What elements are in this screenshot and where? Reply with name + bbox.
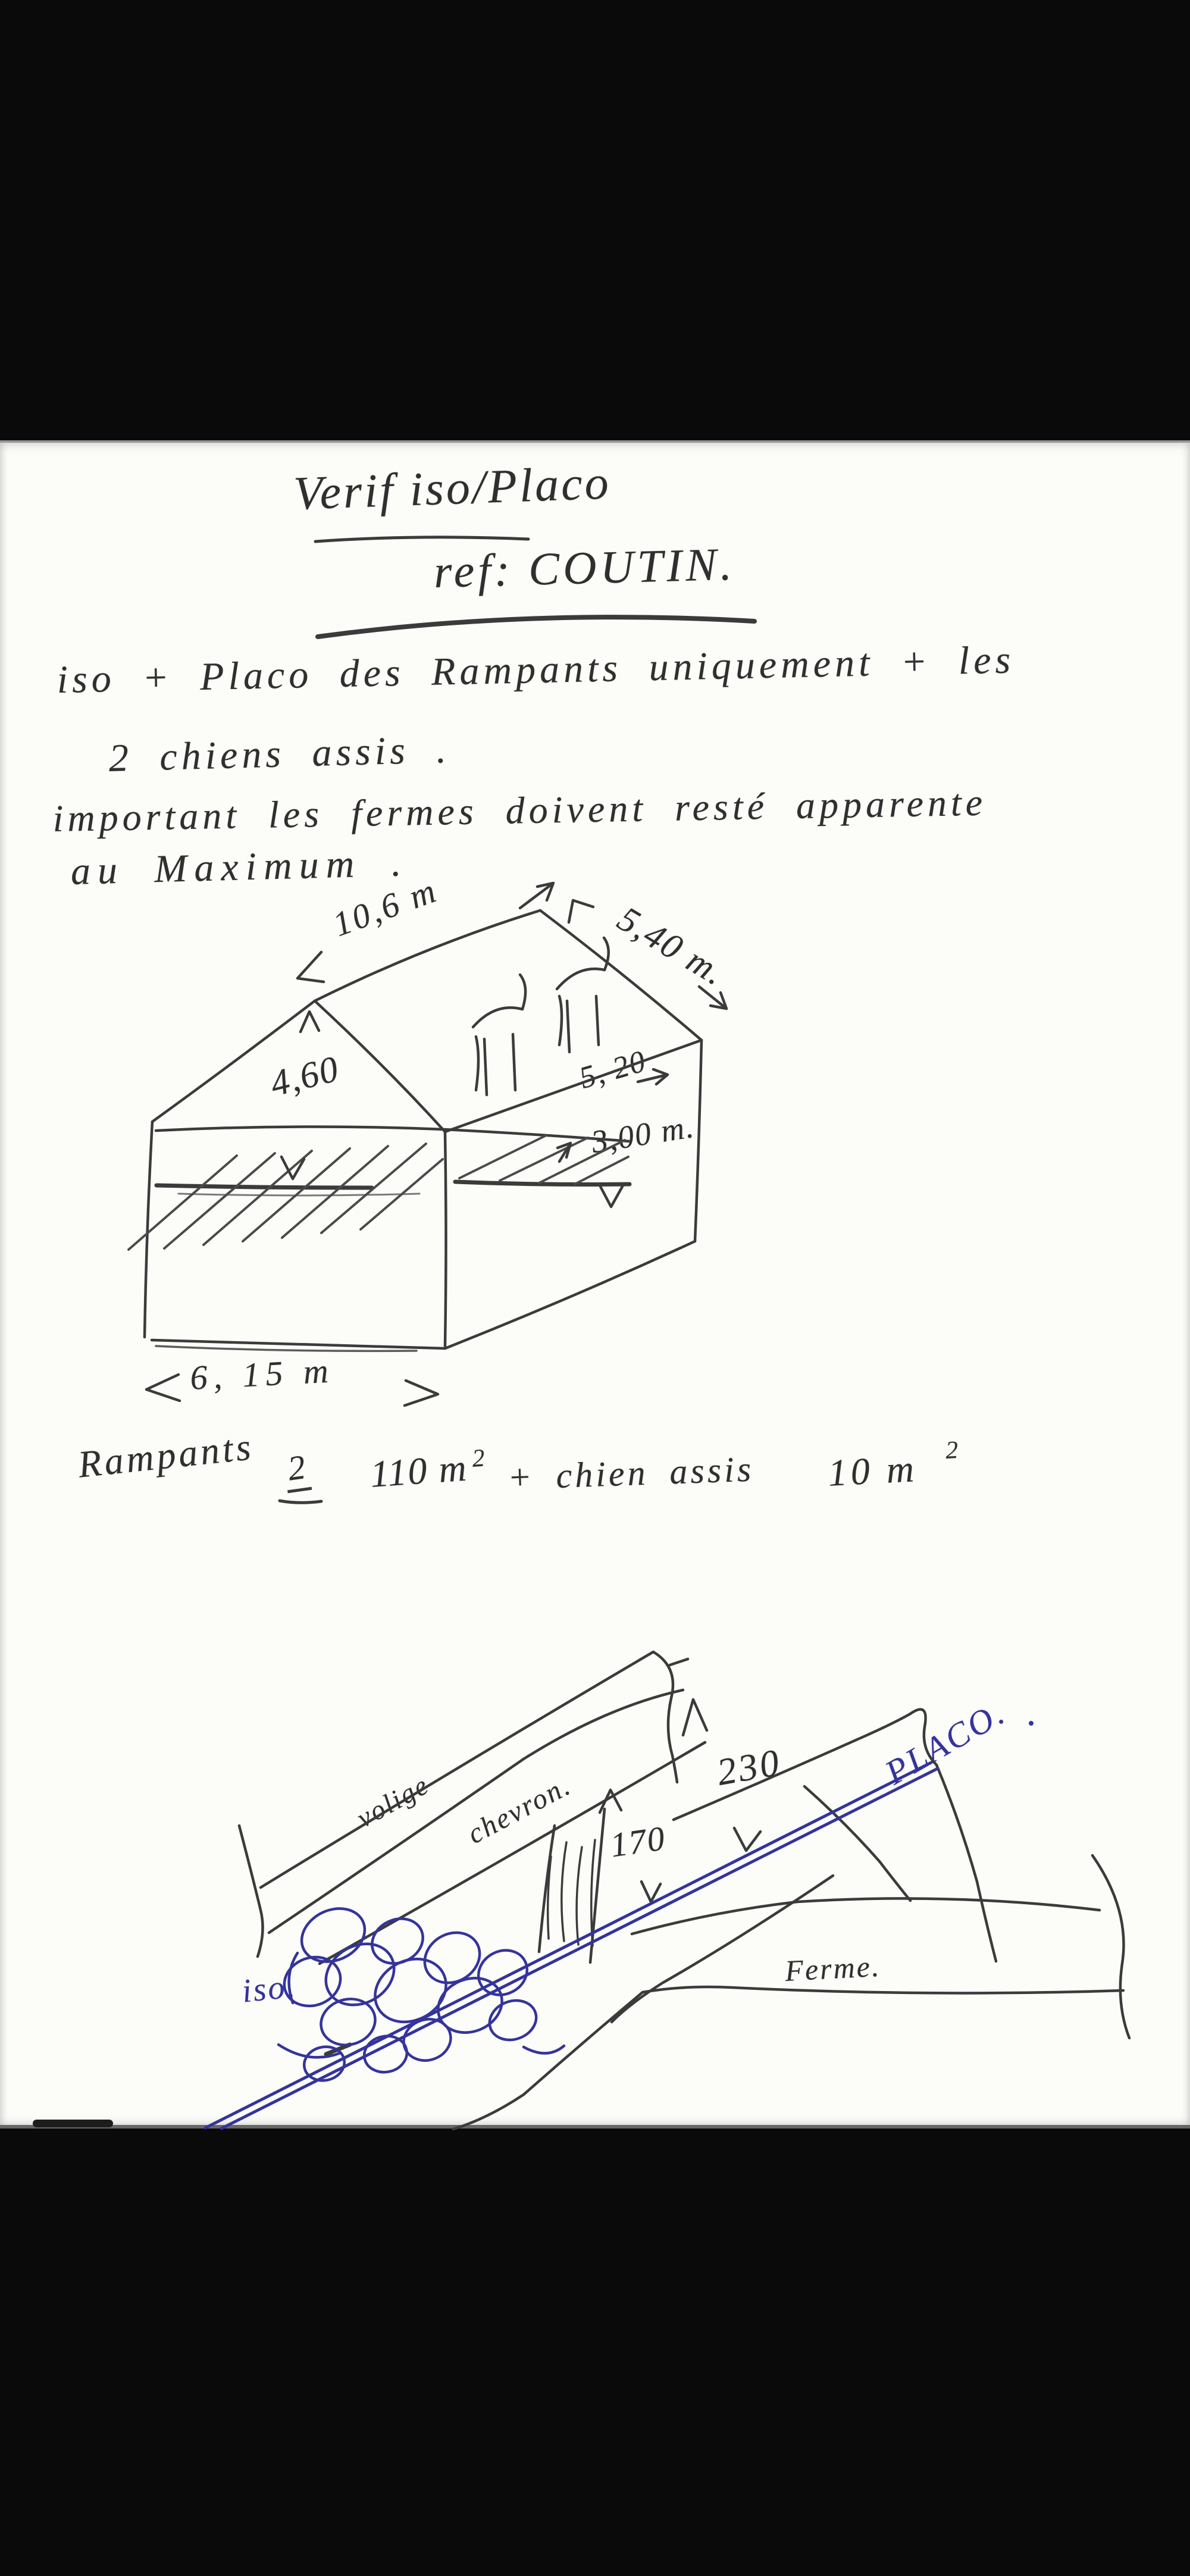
note-line-2: 2 chiens assis . — [108, 727, 451, 780]
dim-ridge-length: 10,6 m — [327, 870, 443, 944]
dim-total-thickness: 230 — [713, 1741, 785, 1794]
dim-inner-slope: 5, 20 — [575, 1044, 650, 1095]
dim-gable-width: 6, 15 m — [189, 1351, 336, 1397]
dim-gable-height: 4,60 — [266, 1048, 344, 1105]
edge-smudge — [33, 2120, 113, 2127]
chien-assis-area-value: 10 m — [826, 1447, 919, 1494]
note-line-4: au Maximum . — [70, 841, 409, 893]
rampants-area-exponent: 2 — [471, 1444, 486, 1473]
chien-assis-area-exponent: 2 — [944, 1436, 959, 1464]
note-line-1: iso + Placo des Rampants uniquement + les — [56, 638, 1015, 702]
note-title: Verif iso/Placo — [292, 456, 612, 520]
note-reference: ref: COUTIN. — [433, 537, 736, 597]
top-letterbox-bar — [0, 0, 1190, 442]
chien-assis-text: + chien assis — [506, 1449, 755, 1497]
dim-roof-slope-length: 5,40 m. — [611, 899, 733, 994]
dim-chevron-height: 170 — [607, 1818, 668, 1865]
rampants-area-value: 110 m — [368, 1446, 469, 1495]
approx-symbol: 2 — [282, 1448, 312, 1493]
note-line-3: important les fermes doivent resté apparente — [52, 781, 987, 840]
rampants-label: Rampants — [76, 1425, 256, 1486]
ferme-label: Ferme. — [784, 1949, 882, 1987]
placo-label: PLACO. — [878, 1692, 1013, 1792]
chevron-label: chevron. — [462, 1769, 577, 1851]
bottom-letterbox-bar — [0, 2129, 1190, 2576]
iso-label: iso. — [240, 1967, 299, 2010]
dim-wall-height: 3,00 m. — [588, 1108, 697, 1160]
paper-bottom-edge — [0, 2125, 1190, 2129]
paper-top-edge — [0, 440, 1190, 443]
volige-label: volige — [352, 1769, 434, 1833]
